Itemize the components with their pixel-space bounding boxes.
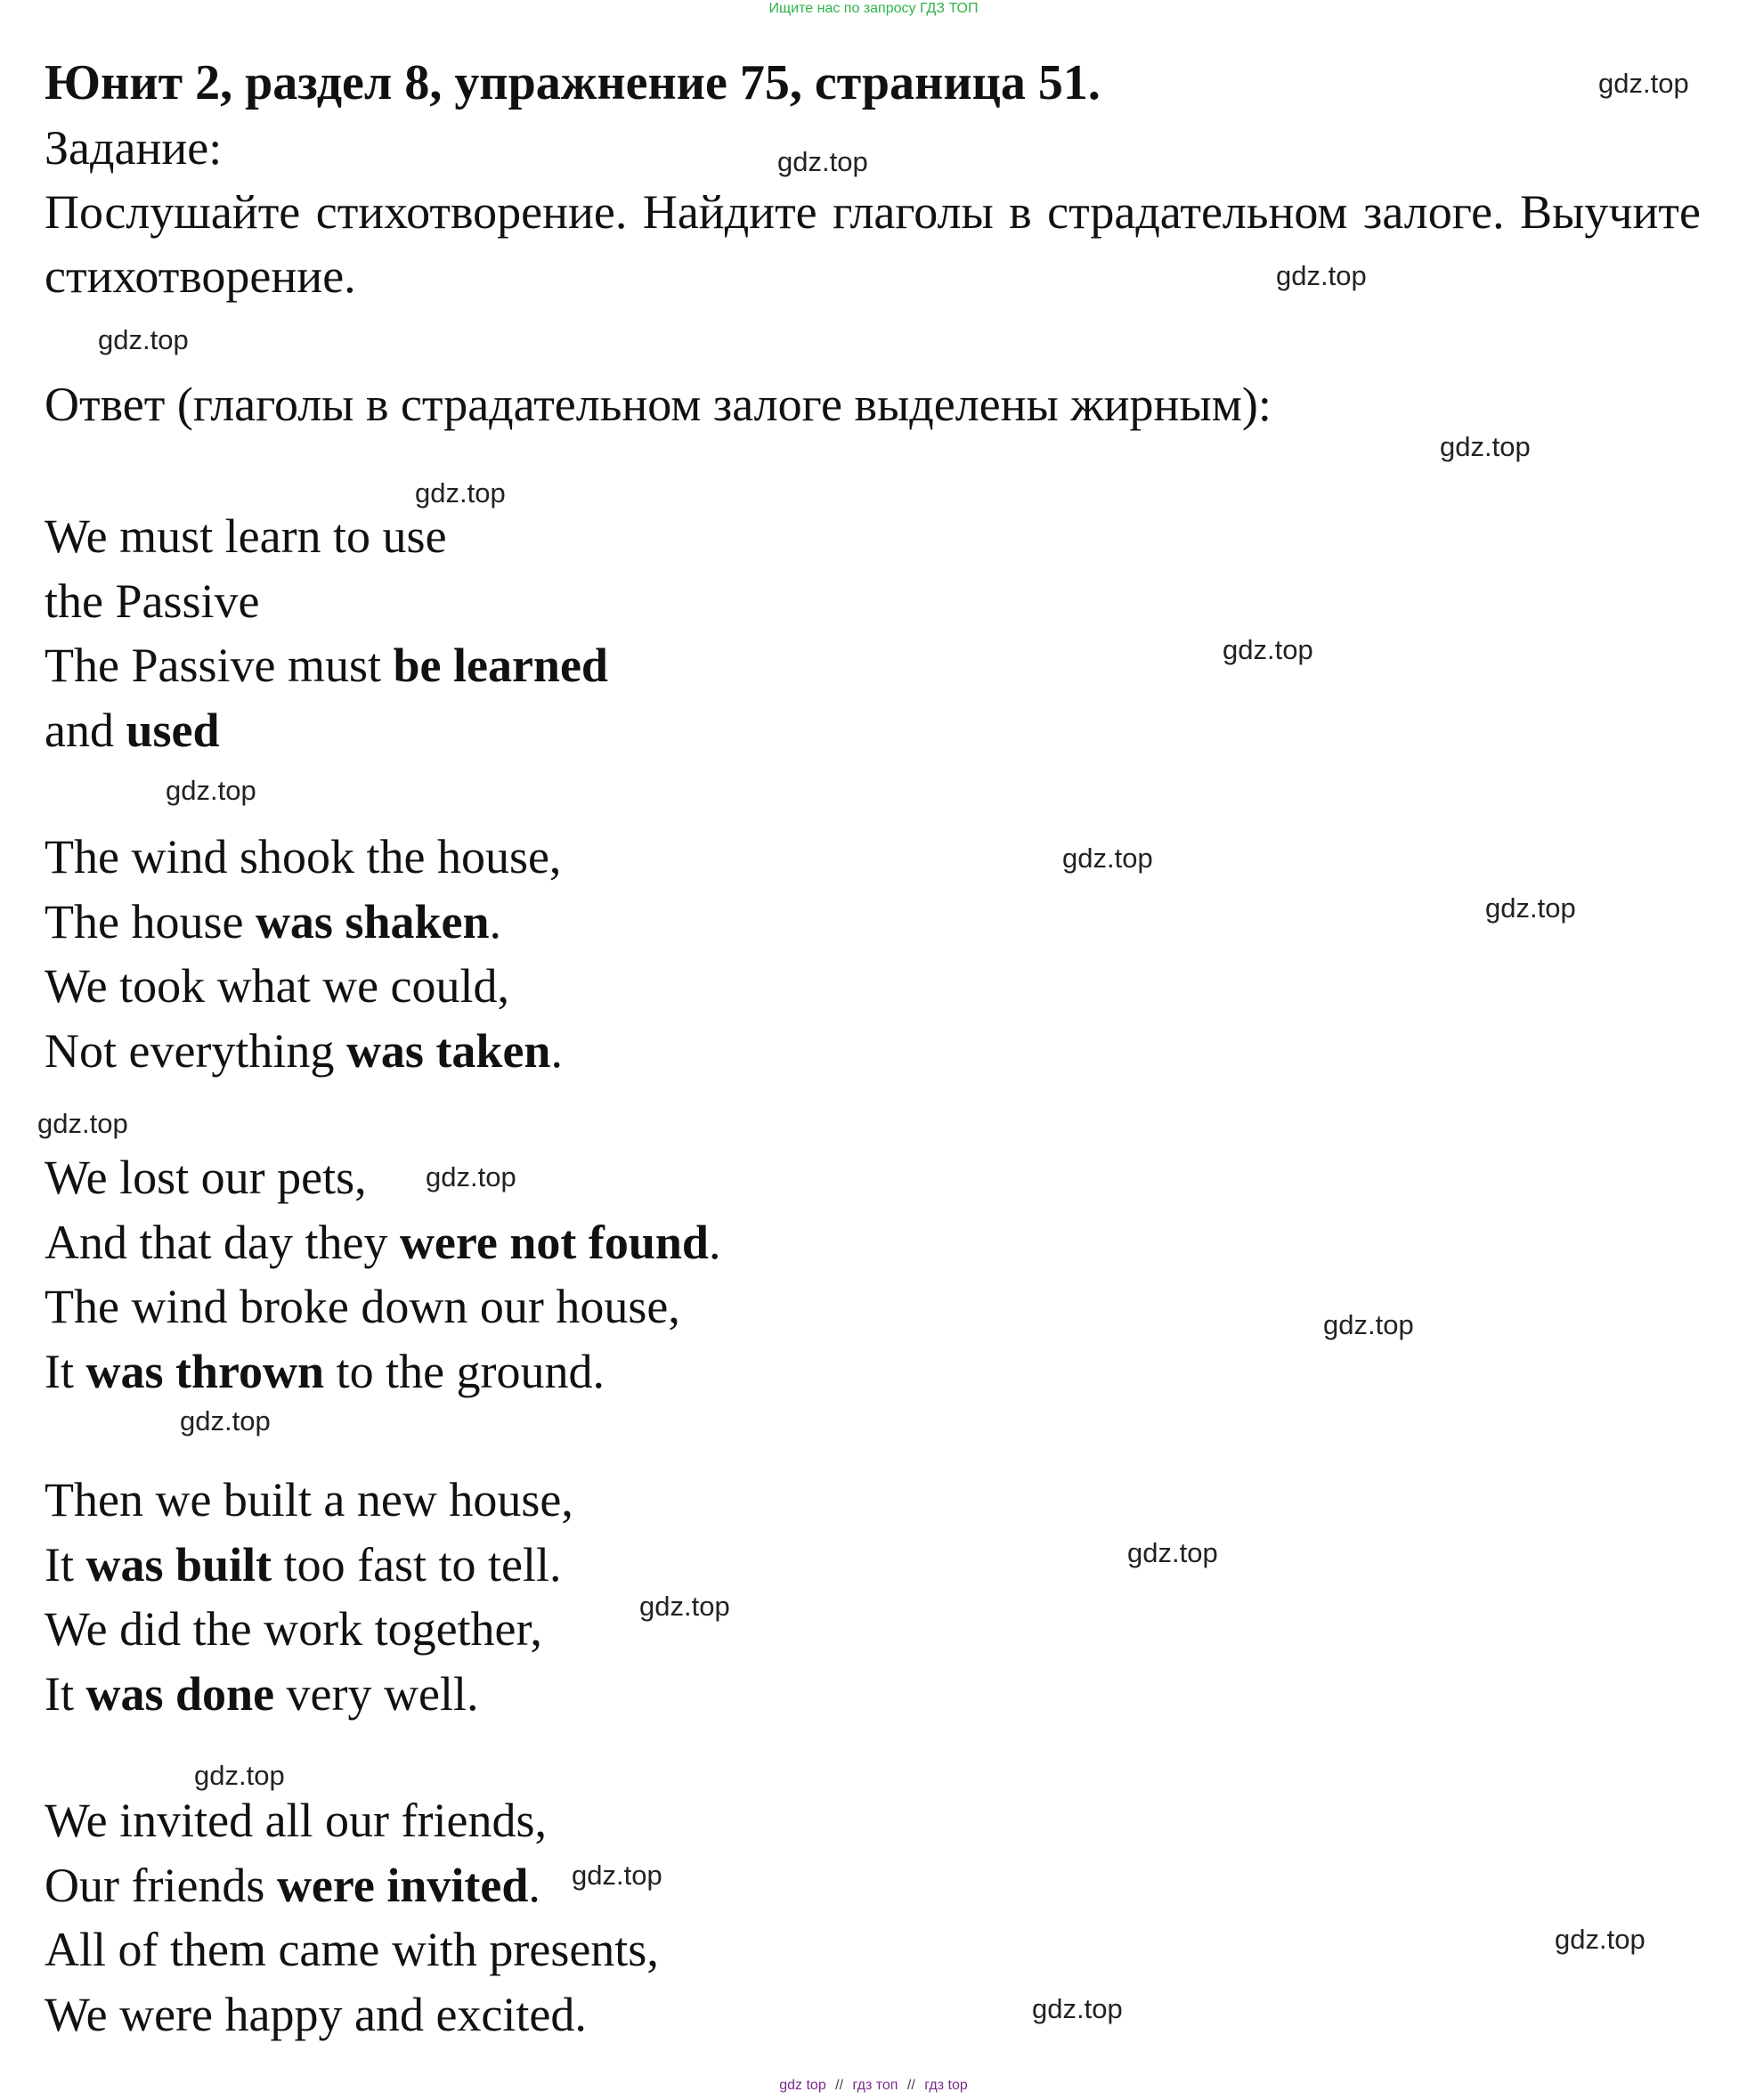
watermark: gdz.top (1323, 1309, 1414, 1340)
passive-verb: were invited (276, 1858, 529, 1912)
poem-line: All of them came with presents, (45, 1923, 659, 1976)
poem-line: The house was shaken. (45, 894, 502, 948)
poem-line: We must learn to use (45, 509, 447, 563)
top-banner: Ищите нас по запросу ГДЗ ТОП (768, 1, 979, 16)
poem-line: It was thrown to the ground. (45, 1344, 605, 1398)
poem-line: Our friends were invited. (45, 1858, 540, 1912)
poem-line: The wind shook the house, (45, 830, 562, 883)
watermark: gdz.top (1598, 68, 1689, 99)
watermark: gdz.top (1223, 634, 1313, 665)
footer-link[interactable]: гдз топ (852, 2078, 898, 2093)
poem-stanza-5 (45, 1788, 659, 2047)
poem-line: We took what we could, (45, 959, 510, 1013)
watermark: gdz.top (1440, 431, 1531, 462)
poem-stanza-2 (45, 825, 563, 1083)
watermark: gdz.top (426, 1161, 516, 1192)
passive-verb: was thrown (85, 1344, 325, 1398)
footer (0, 2077, 1747, 2095)
footer-link[interactable]: gdz top (779, 2078, 826, 2093)
poem-line: We lost our pets, (45, 1151, 367, 1204)
footer-separator: // (906, 2078, 915, 2093)
watermark: gdz.top (777, 146, 868, 177)
poem-line: the Passive (45, 574, 260, 628)
watermark: gdz.top (415, 477, 506, 509)
watermark: gdz.top (639, 1591, 730, 1622)
watermark: gdz.top (1032, 1993, 1123, 2024)
answer-intro: Ответ (глаголы в страдательном залоге выделены жирным): (45, 378, 1272, 431)
poem-line: We invited all our friends, (45, 1794, 547, 1847)
poem-stanza-3 (45, 1145, 720, 1404)
watermark: gdz.top (166, 775, 256, 806)
task-label: Задание: (45, 121, 223, 175)
passive-verb: used (126, 703, 220, 757)
watermark: gdz.top (1127, 1537, 1218, 1568)
passive-verb: were not found (399, 1215, 709, 1269)
passive-verb: was shaken (255, 894, 490, 948)
poem-line: It was built too fast to tell. (45, 1537, 562, 1591)
task-text: Послушайте стихотворение. Найдите глаголы в страдательном залоге. Выучите стихотворение. (45, 185, 1701, 303)
watermark: gdz.top (180, 1405, 271, 1437)
poem-line: Then we built a new house, (45, 1473, 573, 1526)
passive-verb: be learned (393, 639, 608, 692)
poem-line: We did the work together, (45, 1602, 542, 1656)
passive-verb: was taken (345, 1023, 551, 1078)
passive-verb: was done (85, 1666, 275, 1721)
poem-line: The Passive must be learned (45, 639, 608, 692)
watermark: gdz.top (1276, 260, 1367, 291)
poem-line: It was done very well. (45, 1666, 479, 1721)
watermark: gdz.top (37, 1108, 128, 1139)
poem-line: We were happy and excited. (45, 1987, 587, 2041)
poem-line: And that day they were not found. (45, 1215, 721, 1269)
footer-separator: // (835, 2078, 844, 2093)
watermark: gdz.top (1555, 1924, 1645, 1955)
watermark: gdz.top (572, 1860, 662, 1891)
watermark: gdz.top (98, 324, 189, 355)
poem-stanza-4 (45, 1468, 573, 1726)
passive-verb: was built (85, 1537, 272, 1591)
watermark: gdz.top (1062, 842, 1153, 874)
poem-stanza-1 (45, 504, 608, 762)
page-title: Юнит 2, раздел 8, упражнение 75, страница 51. (45, 55, 1101, 110)
poem-line: The wind broke down our house, (45, 1280, 680, 1333)
watermark: gdz.top (1485, 892, 1576, 924)
poem-line: and used (45, 703, 220, 757)
poem-line: Not everything was taken. (45, 1023, 563, 1078)
footer-link[interactable]: гдз top (924, 2078, 968, 2093)
watermark: gdz.top (194, 1760, 285, 1791)
